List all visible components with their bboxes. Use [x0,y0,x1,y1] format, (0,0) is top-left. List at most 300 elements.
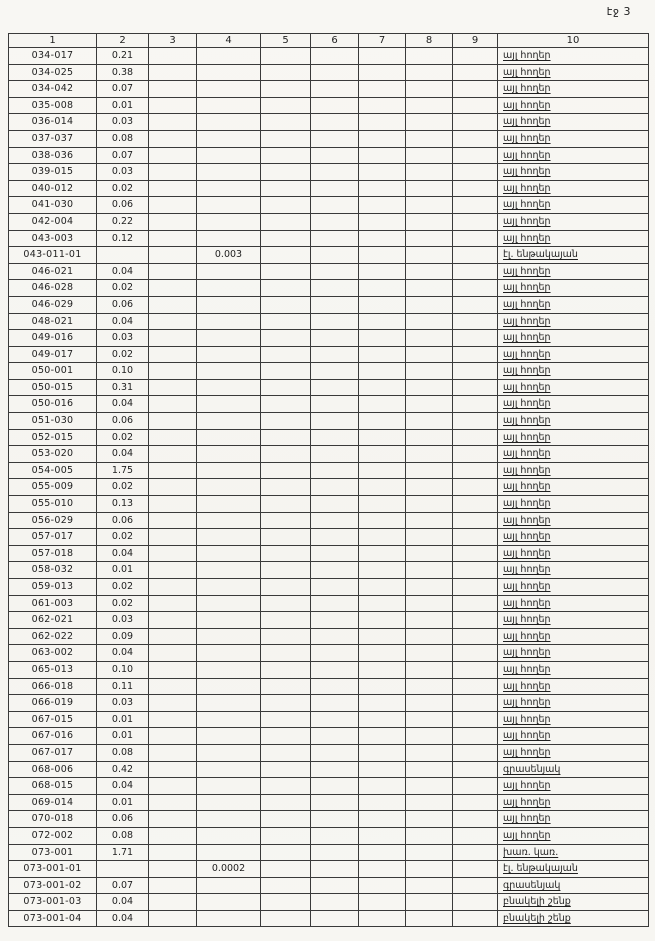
col6-cell [311,462,359,479]
parcel-code-cell: 053-020 [9,446,97,463]
parcel-code-cell: 048-021 [9,313,97,330]
area-value-cell: 0.07 [97,81,149,98]
col8-cell [406,213,453,230]
col8-cell [406,313,453,330]
col6-cell [311,313,359,330]
table-row [9,330,649,347]
land-use-cell: այլ հողեր [498,230,649,247]
col9-cell [453,114,498,131]
col4-value-cell [197,379,261,396]
table-row [9,413,649,430]
table-row [9,429,649,446]
col4-value-cell [197,894,261,911]
parcel-code-cell: 067-017 [9,744,97,761]
col8-cell [406,247,453,264]
col6-cell [311,346,359,363]
col8-cell [406,778,453,795]
area-value-cell: 0.08 [97,130,149,147]
land-use-cell: էլ. ենթակայան [498,861,649,878]
parcel-code-cell: 066-019 [9,695,97,712]
col6-cell [311,48,359,65]
col7-cell [359,711,406,728]
col5-cell [261,827,311,844]
col7-cell [359,894,406,911]
land-use-cell: գրասենյակ [498,761,649,778]
land-use-cell: այլ հողեր [498,280,649,297]
col3-cell [149,894,197,911]
col7-cell [359,595,406,612]
col5-cell [261,529,311,546]
column-header-1: 1 [9,34,97,48]
col4-value-cell [197,479,261,496]
area-value-cell: 0.03 [97,164,149,181]
table-row [9,230,649,247]
area-value-cell: 0.06 [97,296,149,313]
land-use-cell: այլ հողեր [498,64,649,81]
col7-cell [359,346,406,363]
col4-value-cell [197,545,261,562]
col8-cell [406,910,453,927]
parcel-code-cell: 055-009 [9,479,97,496]
col5-cell [261,230,311,247]
col9-cell [453,894,498,911]
col5-cell [261,844,311,861]
area-value-cell: 0.01 [97,97,149,114]
col6-cell [311,197,359,214]
area-value-cell: 0.21 [97,48,149,65]
col4-value-cell: 0.0002 [197,861,261,878]
col6-cell [311,247,359,264]
land-use-cell: այլ հողեր [498,579,649,596]
parcel-code-cell: 073-001-01 [9,861,97,878]
col8-cell [406,197,453,214]
area-value-cell: 0.02 [97,280,149,297]
col3-cell [149,678,197,695]
table-row [9,512,649,529]
parcel-code-cell: 054-005 [9,462,97,479]
col5-cell [261,861,311,878]
parcel-code-cell: 046-029 [9,296,97,313]
col3-cell [149,64,197,81]
land-use-cell: այլ հողեր [498,48,649,65]
col6-cell [311,180,359,197]
col3-cell [149,595,197,612]
area-value-cell: 0.07 [97,877,149,894]
col3-cell [149,346,197,363]
area-value-cell: 1.75 [97,462,149,479]
col9-cell [453,413,498,430]
col9-cell [453,81,498,98]
area-value-cell: 0.01 [97,728,149,745]
col3-cell [149,81,197,98]
parcel-code-cell: 063-002 [9,645,97,662]
col5-cell [261,910,311,927]
table-row [9,877,649,894]
col8-cell [406,827,453,844]
table-row [9,97,649,114]
col6-cell [311,861,359,878]
col5-cell [261,346,311,363]
col9-cell [453,330,498,347]
table-row [9,379,649,396]
parcel-code-cell: 055-010 [9,496,97,513]
col4-value-cell [197,695,261,712]
col4-value-cell [197,346,261,363]
area-value-cell: 0.04 [97,396,149,413]
col5-cell [261,811,311,828]
column-header-3: 3 [149,34,197,48]
area-value-cell: 0.04 [97,910,149,927]
col6-cell [311,396,359,413]
table-row [9,695,649,712]
col3-cell [149,579,197,596]
col6-cell [311,296,359,313]
col3-cell [149,114,197,131]
col9-cell [453,877,498,894]
column-header-8: 8 [406,34,453,48]
col7-cell [359,545,406,562]
table-row [9,628,649,645]
col3-cell [149,462,197,479]
land-use-cell: այլ հողեր [498,197,649,214]
col5-cell [261,496,311,513]
area-value-cell: 0.22 [97,213,149,230]
area-value-cell: 0.11 [97,678,149,695]
col4-value-cell [197,794,261,811]
land-use-cell: այլ հողեր [498,661,649,678]
col6-cell [311,330,359,347]
col8-cell [406,330,453,347]
land-use-cell: այլ հողեր [498,744,649,761]
col4-value-cell [197,263,261,280]
land-use-cell: այլ հողեր [498,728,649,745]
col5-cell [261,247,311,264]
col4-value-cell [197,612,261,629]
col8-cell [406,280,453,297]
col9-cell [453,844,498,861]
col8-cell [406,811,453,828]
col6-cell [311,496,359,513]
col7-cell [359,628,406,645]
col7-cell [359,247,406,264]
parcel-code-cell: 050-016 [9,396,97,413]
col4-value-cell [197,744,261,761]
table-row [9,794,649,811]
land-use-cell: այլ հողեր [498,562,649,579]
land-use-cell: այլ հողեր [498,263,649,280]
land-use-cell: այլ հողեր [498,446,649,463]
land-use-cell: գրասենյակ [498,877,649,894]
col9-cell [453,164,498,181]
col8-cell [406,512,453,529]
col8-cell [406,844,453,861]
col5-cell [261,711,311,728]
col6-cell [311,645,359,662]
col3-cell [149,861,197,878]
col6-cell [311,263,359,280]
area-value-cell: 0.08 [97,827,149,844]
col8-cell [406,612,453,629]
column-header-6: 6 [311,34,359,48]
col9-cell [453,379,498,396]
area-value-cell: 0.01 [97,794,149,811]
col6-cell [311,562,359,579]
col7-cell [359,280,406,297]
col9-cell [453,811,498,828]
table-row [9,827,649,844]
land-use-cell: այլ հողեր [498,81,649,98]
col9-cell [453,695,498,712]
col7-cell [359,164,406,181]
col7-cell [359,695,406,712]
parcel-code-cell: 065-013 [9,661,97,678]
col6-cell [311,579,359,596]
col3-cell [149,811,197,828]
table-row [9,711,649,728]
col9-cell [453,728,498,745]
col8-cell [406,761,453,778]
land-use-cell: այլ հողեր [498,827,649,844]
col9-cell [453,313,498,330]
parcel-code-cell: 068-015 [9,778,97,795]
land-use-cell: այլ հողեր [498,545,649,562]
col9-cell [453,545,498,562]
col4-value-cell [197,164,261,181]
col6-cell [311,761,359,778]
area-value-cell: 0.31 [97,379,149,396]
col9-cell [453,462,498,479]
col5-cell [261,363,311,380]
area-value-cell: 0.02 [97,346,149,363]
col3-cell [149,263,197,280]
col6-cell [311,130,359,147]
parcel-code-cell: 043-003 [9,230,97,247]
col7-cell [359,562,406,579]
table-row [9,296,649,313]
col4-value-cell [197,512,261,529]
table-row [9,612,649,629]
table-row [9,910,649,927]
parcel-code-cell: 073-001 [9,844,97,861]
column-header-5: 5 [261,34,311,48]
col4-value-cell [197,213,261,230]
col4-value-cell [197,496,261,513]
col4-value-cell [197,48,261,65]
parcel-code-cell: 038-036 [9,147,97,164]
col8-cell [406,545,453,562]
col4-value-cell [197,628,261,645]
col9-cell [453,64,498,81]
col8-cell [406,164,453,181]
area-value-cell: 0.02 [97,429,149,446]
col3-cell [149,496,197,513]
col8-cell [406,645,453,662]
table-row [9,48,649,65]
col8-cell [406,130,453,147]
col5-cell [261,479,311,496]
parcel-code-cell: 043-011-01 [9,247,97,264]
col6-cell [311,64,359,81]
parcel-code-cell: 062-022 [9,628,97,645]
col7-cell [359,197,406,214]
land-use-cell: այլ հողեր [498,114,649,131]
col6-cell [311,512,359,529]
col3-cell [149,612,197,629]
land-use-cell: այլ հողեր [498,794,649,811]
table-row [9,529,649,546]
col4-value-cell [197,180,261,197]
col4-value-cell [197,147,261,164]
parcel-code-cell: 056-029 [9,512,97,529]
table-row [9,761,649,778]
col3-cell [149,413,197,430]
table-row [9,844,649,861]
col6-cell [311,628,359,645]
parcel-code-cell: 050-015 [9,379,97,396]
table-row [9,545,649,562]
col9-cell [453,396,498,413]
col5-cell [261,429,311,446]
col4-value-cell [197,313,261,330]
col8-cell [406,429,453,446]
col3-cell [149,280,197,297]
column-header-10: 10 [498,34,649,48]
col7-cell [359,97,406,114]
col7-cell [359,462,406,479]
table-row [9,446,649,463]
col3-cell [149,711,197,728]
col4-value-cell [197,330,261,347]
col4-value-cell [197,811,261,828]
col8-cell [406,263,453,280]
col8-cell [406,114,453,131]
col6-cell [311,114,359,131]
col7-cell [359,396,406,413]
area-value-cell: 0.02 [97,479,149,496]
col4-value-cell [197,280,261,297]
land-use-cell: այլ հողեր [498,496,649,513]
col4-value-cell [197,446,261,463]
col5-cell [261,512,311,529]
parcel-code-cell: 041-030 [9,197,97,214]
col5-cell [261,678,311,695]
col7-cell [359,230,406,247]
col3-cell [149,429,197,446]
col3-cell [149,130,197,147]
land-use-cell: այլ հողեր [498,811,649,828]
col7-cell [359,363,406,380]
col8-cell [406,81,453,98]
parcel-code-cell: 073-001-02 [9,877,97,894]
col5-cell [261,695,311,712]
area-value-cell: 0.02 [97,595,149,612]
table-row [9,81,649,98]
area-value-cell: 0.04 [97,446,149,463]
col7-cell [359,811,406,828]
col7-cell [359,429,406,446]
col9-cell [453,711,498,728]
table-row [9,861,649,878]
column-header-2: 2 [97,34,149,48]
col5-cell [261,579,311,596]
parcel-code-cell: 042-004 [9,213,97,230]
parcel-code-cell: 049-016 [9,330,97,347]
parcel-code-cell: 051-030 [9,413,97,430]
table-row [9,811,649,828]
col3-cell [149,529,197,546]
col4-value-cell [197,910,261,927]
column-header-7: 7 [359,34,406,48]
land-use-cell: այլ հողեր [498,695,649,712]
col7-cell [359,213,406,230]
parcel-code-cell: 039-015 [9,164,97,181]
col4-value-cell [197,230,261,247]
land-use-cell: խառ. կառ. [498,844,649,861]
parcel-code-cell: 034-025 [9,64,97,81]
area-value-cell: 0.02 [97,180,149,197]
col7-cell [359,114,406,131]
table-row [9,280,649,297]
col7-cell [359,446,406,463]
col5-cell [261,313,311,330]
col7-cell [359,844,406,861]
col8-cell [406,628,453,645]
land-use-cell: այլ հողեր [498,462,649,479]
area-value-cell: 0.04 [97,313,149,330]
table-row [9,678,649,695]
col7-cell [359,130,406,147]
col5-cell [261,81,311,98]
col4-value-cell [197,363,261,380]
col5-cell [261,628,311,645]
land-use-cell: այլ հողեր [498,479,649,496]
col9-cell [453,97,498,114]
col4-value-cell [197,778,261,795]
parcel-code-cell: 067-016 [9,728,97,745]
col6-cell [311,529,359,546]
col4-value-cell [197,661,261,678]
col5-cell [261,164,311,181]
area-value-cell: 0.03 [97,612,149,629]
col8-cell [406,678,453,695]
col3-cell [149,827,197,844]
col4-value-cell [197,844,261,861]
parcel-code-cell: 040-012 [9,180,97,197]
parcel-code-cell: 066-018 [9,678,97,695]
table-row [9,247,649,264]
area-value-cell [97,247,149,264]
col3-cell [149,379,197,396]
col3-cell [149,794,197,811]
parcel-code-cell: 073-001-04 [9,910,97,927]
col7-cell [359,761,406,778]
col6-cell [311,728,359,745]
col6-cell [311,811,359,828]
col3-cell [149,363,197,380]
table-row [9,197,649,214]
col9-cell [453,794,498,811]
land-use-cell: այլ հողեր [498,296,649,313]
col8-cell [406,861,453,878]
parcel-code-cell: 057-018 [9,545,97,562]
land-use-cell: այլ հողեր [498,147,649,164]
col8-cell [406,562,453,579]
col7-cell [359,180,406,197]
land-use-cell: այլ հողեր [498,97,649,114]
col8-cell [406,661,453,678]
col6-cell [311,910,359,927]
col3-cell [149,446,197,463]
